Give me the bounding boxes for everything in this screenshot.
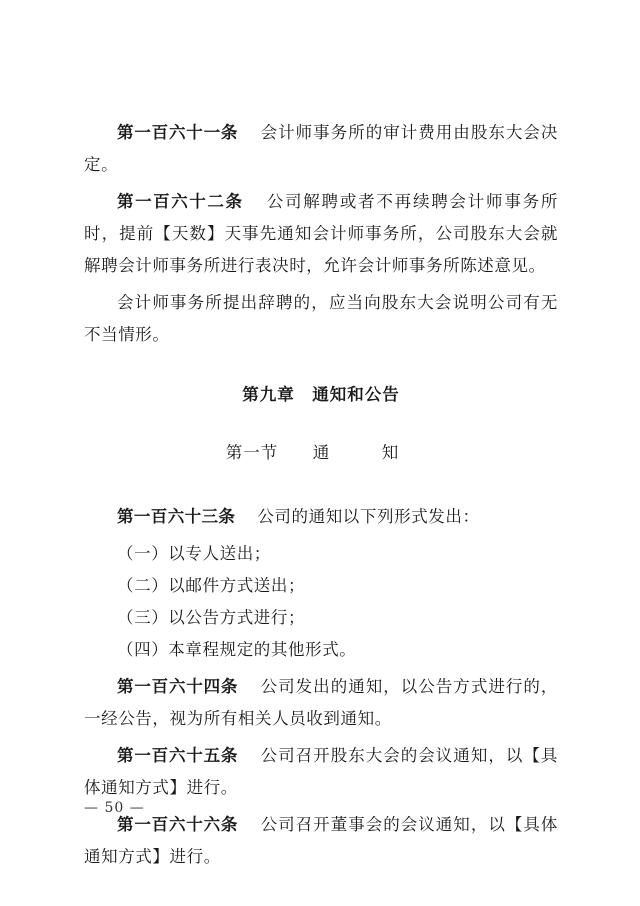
- article-text: 会计师事务所的审计费用由股东大会决定。: [84, 123, 558, 174]
- article-text: 公司发出的通知，以公告方式进行的，一经公告，视为所有相关人员收到通知。: [84, 677, 558, 728]
- article-text: 公司召开股东大会的会议通知，以【具体通知方式】进行。: [84, 746, 558, 797]
- article-paragraph: [84, 671, 558, 735]
- article-paragraph: [84, 186, 558, 282]
- article-number: 第一百六十四条: [117, 677, 239, 696]
- section-prefix: 第一节: [225, 443, 279, 462]
- article-paragraph: [84, 809, 558, 873]
- article-number: 第一百六十六条: [117, 815, 239, 834]
- article-text: 公司解聘或者不再续聘会计师事务所时，提前【天数】天事先通知会计师事务所，公司股东大会就解聘会计师事务所进行表决时，允许会计师事务所陈述意见。: [84, 192, 558, 275]
- list-item: （四）本章程规定的其他形式。: [117, 640, 357, 659]
- section-name: 通 知: [312, 443, 417, 462]
- article-paragraph: [84, 740, 558, 804]
- section-title: [84, 437, 558, 469]
- article-number: 第一百六十一条: [117, 123, 239, 142]
- article-number: 第一百六十二条: [117, 192, 244, 211]
- list-item: （三）以公告方式进行；: [117, 608, 306, 627]
- article-paragraph: [84, 501, 558, 533]
- paragraph-text: 会计师事务所提出辞聘的，应当向股东大会说明公司有无不当情形。: [84, 293, 558, 344]
- plain-paragraph: [84, 287, 558, 351]
- page-number: — 50 —: [84, 800, 145, 816]
- list-item: （二）以邮件方式送出；: [117, 576, 306, 595]
- chapter-title: 第九章 通知和公告: [242, 385, 400, 404]
- document-body: [84, 117, 558, 878]
- article-number: 第一百六十五条: [117, 746, 239, 765]
- list-item: （一）以专人送出；: [117, 544, 271, 563]
- article-text: 公司的通知以下列形式发出：: [257, 507, 480, 526]
- article-paragraph: [84, 117, 558, 181]
- article-number: 第一百六十三条: [117, 507, 236, 526]
- article-text: 公司召开董事会的会议通知，以【具体通知方式】进行。: [84, 815, 558, 866]
